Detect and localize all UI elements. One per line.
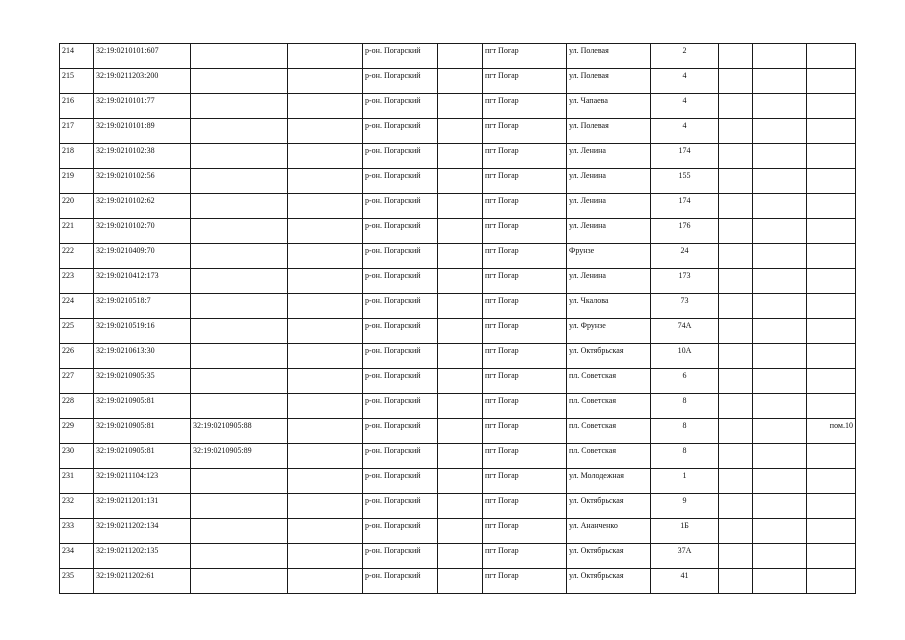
empty-cell [288,219,363,244]
row-number-cell: 224 [60,294,94,319]
row-number-cell: 216 [60,94,94,119]
sub-cadastral-number-cell [191,169,288,194]
cadastral-number-cell: 32:19:0210101:607 [94,44,191,69]
empty-cell [288,244,363,269]
empty-cell [288,144,363,169]
row-number-cell: 231 [60,469,94,494]
row-number-cell: 214 [60,44,94,69]
street-cell: ул. Ананченко [567,519,651,544]
note-cell [807,294,856,319]
street-cell: ул. Полевая [567,119,651,144]
note-cell [807,319,856,344]
row-number-cell: 235 [60,569,94,594]
empty-cell [288,444,363,469]
cadastral-number-cell: 32:19:0210905:81 [94,444,191,469]
cadastral-number-cell: 32:19:0210102:38 [94,144,191,169]
empty-cell [753,444,807,469]
sub-cadastral-number-cell: 32:19:0210905:89 [191,444,288,469]
cadastral-number-cell: 32:19:0210101:89 [94,119,191,144]
table-row [60,394,856,419]
note-cell [807,469,856,494]
register-table-body [60,44,856,594]
table-row [60,94,856,119]
empty-cell [719,269,753,294]
settlement-cell: пгт Погар [483,544,567,569]
empty-cell [753,119,807,144]
district-cell: р-он. Погарский [363,269,438,294]
empty-cell [719,119,753,144]
cadastral-number-cell: 32:19:0210101:77 [94,94,191,119]
empty-cell [719,244,753,269]
district-cell: р-он. Погарский [363,69,438,94]
sub-cadastral-number-cell [191,394,288,419]
settlement-cell: пгт Погар [483,394,567,419]
cadastral-number-cell: 32:19:0211104:123 [94,469,191,494]
house-number-cell: 1Б [651,519,719,544]
cadastral-number-cell: 32:19:0210613:30 [94,344,191,369]
cadastral-number-cell: 32:19:0210102:62 [94,194,191,219]
empty-cell [753,569,807,594]
street-cell: ул. Ленина [567,144,651,169]
street-cell: пл. Советская [567,369,651,394]
table-row [60,344,856,369]
house-number-cell: 173 [651,269,719,294]
note-cell [807,269,856,294]
row-number-cell: 225 [60,319,94,344]
property-register-table [59,43,856,594]
table-row [60,169,856,194]
table-row [60,219,856,244]
sub-cadastral-number-cell [191,319,288,344]
house-number-cell: 4 [651,69,719,94]
street-cell: ул. Чкалова [567,294,651,319]
sub-cadastral-number-cell [191,519,288,544]
empty-cell [753,194,807,219]
district-cell: р-он. Погарский [363,44,438,69]
sub-cadastral-number-cell [191,94,288,119]
district-cell: р-он. Погарский [363,419,438,444]
cadastral-number-cell: 32:19:0210412:173 [94,269,191,294]
empty-cell [753,419,807,444]
street-cell: пл. Советская [567,444,651,469]
empty-cell [753,319,807,344]
note-cell [807,44,856,69]
empty-cell [438,219,483,244]
empty-cell [288,69,363,94]
empty-cell [438,94,483,119]
street-cell: ул. Октябрьская [567,344,651,369]
cadastral-number-cell: 32:19:0211202:135 [94,544,191,569]
empty-cell [288,169,363,194]
note-cell [807,569,856,594]
district-cell: р-он. Погарский [363,244,438,269]
row-number-cell: 230 [60,444,94,469]
empty-cell [753,469,807,494]
row-number-cell: 220 [60,194,94,219]
street-cell: ул. Октябрьская [567,569,651,594]
note-cell [807,519,856,544]
sub-cadastral-number-cell [191,194,288,219]
settlement-cell: пгт Погар [483,69,567,94]
street-cell: ул. Фрунзе [567,319,651,344]
empty-cell [438,569,483,594]
table-row [60,494,856,519]
note-cell [807,244,856,269]
house-number-cell: 176 [651,219,719,244]
sub-cadastral-number-cell [191,569,288,594]
district-cell: р-он. Погарский [363,294,438,319]
cadastral-number-cell: 32:19:0210409:70 [94,244,191,269]
empty-cell [288,469,363,494]
street-cell: Фрунзе [567,244,651,269]
row-number-cell: 223 [60,269,94,294]
sub-cadastral-number-cell [191,44,288,69]
empty-cell [438,169,483,194]
empty-cell [288,94,363,119]
empty-cell [438,369,483,394]
table-row [60,444,856,469]
empty-cell [438,44,483,69]
note-cell [807,344,856,369]
table-row [60,294,856,319]
cadastral-number-cell: 32:19:0211202:61 [94,569,191,594]
empty-cell [438,469,483,494]
row-number-cell: 217 [60,119,94,144]
cadastral-number-cell: 32:19:0210102:56 [94,169,191,194]
sub-cadastral-number-cell [191,294,288,319]
table-row [60,244,856,269]
note-cell: пом.10 [807,419,856,444]
row-number-cell: 226 [60,344,94,369]
note-cell [807,119,856,144]
empty-cell [719,294,753,319]
house-number-cell: 10А [651,344,719,369]
table-row [60,419,856,444]
sub-cadastral-number-cell [191,344,288,369]
empty-cell [753,94,807,119]
settlement-cell: пгт Погар [483,194,567,219]
house-number-cell: 1 [651,469,719,494]
sub-cadastral-number-cell [191,369,288,394]
empty-cell [719,544,753,569]
row-number-cell: 234 [60,544,94,569]
settlement-cell: пгт Погар [483,519,567,544]
cadastral-number-cell: 32:19:0211203:200 [94,69,191,94]
district-cell: р-он. Погарский [363,119,438,144]
street-cell: ул. Чапаева [567,94,651,119]
cadastral-number-cell: 32:19:0210519:16 [94,319,191,344]
district-cell: р-он. Погарский [363,319,438,344]
settlement-cell: пгт Погар [483,44,567,69]
district-cell: р-он. Погарский [363,444,438,469]
sub-cadastral-number-cell [191,269,288,294]
row-number-cell: 218 [60,144,94,169]
settlement-cell: пгт Погар [483,219,567,244]
note-cell [807,169,856,194]
empty-cell [753,494,807,519]
house-number-cell: 8 [651,419,719,444]
cadastral-number-cell: 32:19:0210905:81 [94,419,191,444]
table-row [60,194,856,219]
note-cell [807,494,856,519]
empty-cell [438,344,483,369]
empty-cell [753,144,807,169]
house-number-cell: 155 [651,169,719,194]
cadastral-number-cell: 32:19:0210518:7 [94,294,191,319]
empty-cell [438,319,483,344]
empty-cell [288,269,363,294]
table-row [60,144,856,169]
district-cell: р-он. Погарский [363,219,438,244]
empty-cell [438,394,483,419]
house-number-cell: 9 [651,494,719,519]
sub-cadastral-number-cell [191,119,288,144]
empty-cell [288,369,363,394]
settlement-cell: пгт Погар [483,444,567,469]
row-number-cell: 233 [60,519,94,544]
sub-cadastral-number-cell [191,494,288,519]
house-number-cell: 4 [651,94,719,119]
district-cell: р-он. Погарский [363,394,438,419]
empty-cell [753,69,807,94]
street-cell: ул. Октябрьская [567,544,651,569]
settlement-cell: пгт Погар [483,369,567,394]
house-number-cell: 8 [651,394,719,419]
district-cell: р-он. Погарский [363,144,438,169]
empty-cell [753,294,807,319]
empty-cell [719,44,753,69]
house-number-cell: 74А [651,319,719,344]
street-cell: ул. Ленина [567,169,651,194]
empty-cell [288,419,363,444]
note-cell [807,394,856,419]
empty-cell [288,344,363,369]
table-row [60,544,856,569]
table-row [60,319,856,344]
district-cell: р-он. Погарский [363,569,438,594]
house-number-cell: 73 [651,294,719,319]
sub-cadastral-number-cell [191,144,288,169]
house-number-cell: 37А [651,544,719,569]
note-cell [807,544,856,569]
empty-cell [288,194,363,219]
empty-cell [719,569,753,594]
empty-cell [438,519,483,544]
note-cell [807,444,856,469]
empty-cell [438,544,483,569]
empty-cell [719,344,753,369]
cadastral-number-cell: 32:19:0210905:35 [94,369,191,394]
cadastral-number-cell: 32:19:0210905:81 [94,394,191,419]
settlement-cell: пгт Погар [483,294,567,319]
settlement-cell: пгт Погар [483,319,567,344]
sub-cadastral-number-cell [191,219,288,244]
empty-cell [288,494,363,519]
empty-cell [438,419,483,444]
street-cell: ул. Октябрьская [567,494,651,519]
table-row [60,519,856,544]
sub-cadastral-number-cell [191,69,288,94]
house-number-cell: 174 [651,144,719,169]
settlement-cell: пгт Погар [483,569,567,594]
empty-cell [753,369,807,394]
table-row [60,269,856,294]
district-cell: р-он. Погарский [363,94,438,119]
empty-cell [438,244,483,269]
table-row [60,69,856,94]
table-row [60,469,856,494]
sub-cadastral-number-cell [191,469,288,494]
table-row [60,44,856,69]
row-number-cell: 215 [60,69,94,94]
street-cell: ул. Полевая [567,44,651,69]
row-number-cell: 222 [60,244,94,269]
settlement-cell: пгт Погар [483,419,567,444]
district-cell: р-он. Погарский [363,369,438,394]
empty-cell [719,69,753,94]
street-cell: ул. Ленина [567,219,651,244]
empty-cell [288,519,363,544]
empty-cell [719,369,753,394]
empty-cell [719,419,753,444]
note-cell [807,94,856,119]
cadastral-number-cell: 32:19:0210102:70 [94,219,191,244]
empty-cell [719,469,753,494]
empty-cell [288,119,363,144]
empty-cell [719,444,753,469]
house-number-cell: 6 [651,369,719,394]
street-cell: ул. Полевая [567,69,651,94]
empty-cell [753,244,807,269]
sub-cadastral-number-cell: 32:19:0210905:88 [191,419,288,444]
district-cell: р-он. Погарский [363,519,438,544]
sub-cadastral-number-cell [191,544,288,569]
note-cell [807,194,856,219]
settlement-cell: пгт Погар [483,119,567,144]
row-number-cell: 219 [60,169,94,194]
empty-cell [719,94,753,119]
empty-cell [438,269,483,294]
settlement-cell: пгт Погар [483,244,567,269]
street-cell: пл. Советская [567,394,651,419]
row-number-cell: 232 [60,494,94,519]
table-row [60,119,856,144]
empty-cell [753,269,807,294]
settlement-cell: пгт Погар [483,344,567,369]
house-number-cell: 2 [651,44,719,69]
note-cell [807,69,856,94]
house-number-cell: 8 [651,444,719,469]
settlement-cell: пгт Погар [483,144,567,169]
empty-cell [288,569,363,594]
empty-cell [719,219,753,244]
street-cell: ул. Ленина [567,269,651,294]
row-number-cell: 227 [60,369,94,394]
empty-cell [753,544,807,569]
empty-cell [288,44,363,69]
empty-cell [438,119,483,144]
empty-cell [719,494,753,519]
empty-cell [719,169,753,194]
empty-cell [719,194,753,219]
table-row [60,569,856,594]
street-cell: пл. Советская [567,419,651,444]
row-number-cell: 228 [60,394,94,419]
empty-cell [438,194,483,219]
settlement-cell: пгт Погар [483,469,567,494]
table-row [60,369,856,394]
district-cell: р-он. Погарский [363,469,438,494]
street-cell: ул. Ленина [567,194,651,219]
empty-cell [753,169,807,194]
empty-cell [438,294,483,319]
empty-cell [438,69,483,94]
empty-cell [719,394,753,419]
cadastral-number-cell: 32:19:0211201:131 [94,494,191,519]
settlement-cell: пгт Погар [483,494,567,519]
house-number-cell: 4 [651,119,719,144]
note-cell [807,219,856,244]
district-cell: р-он. Погарский [363,494,438,519]
empty-cell [753,519,807,544]
house-number-cell: 174 [651,194,719,219]
note-cell [807,144,856,169]
row-number-cell: 221 [60,219,94,244]
empty-cell [438,494,483,519]
empty-cell [753,394,807,419]
cadastral-number-cell: 32:19:0211202:134 [94,519,191,544]
sub-cadastral-number-cell [191,244,288,269]
empty-cell [753,344,807,369]
empty-cell [288,294,363,319]
empty-cell [288,394,363,419]
empty-cell [719,144,753,169]
district-cell: р-он. Погарский [363,194,438,219]
settlement-cell: пгт Погар [483,169,567,194]
street-cell: ул. Молодежная [567,469,651,494]
district-cell: р-он. Погарский [363,544,438,569]
house-number-cell: 24 [651,244,719,269]
empty-cell [438,444,483,469]
house-number-cell: 41 [651,569,719,594]
row-number-cell: 229 [60,419,94,444]
settlement-cell: пгт Погар [483,269,567,294]
empty-cell [438,144,483,169]
district-cell: р-он. Погарский [363,344,438,369]
district-cell: р-он. Погарский [363,169,438,194]
empty-cell [288,544,363,569]
empty-cell [719,519,753,544]
empty-cell [719,319,753,344]
empty-cell [753,219,807,244]
empty-cell [288,319,363,344]
settlement-cell: пгт Погар [483,94,567,119]
note-cell [807,369,856,394]
empty-cell [753,44,807,69]
